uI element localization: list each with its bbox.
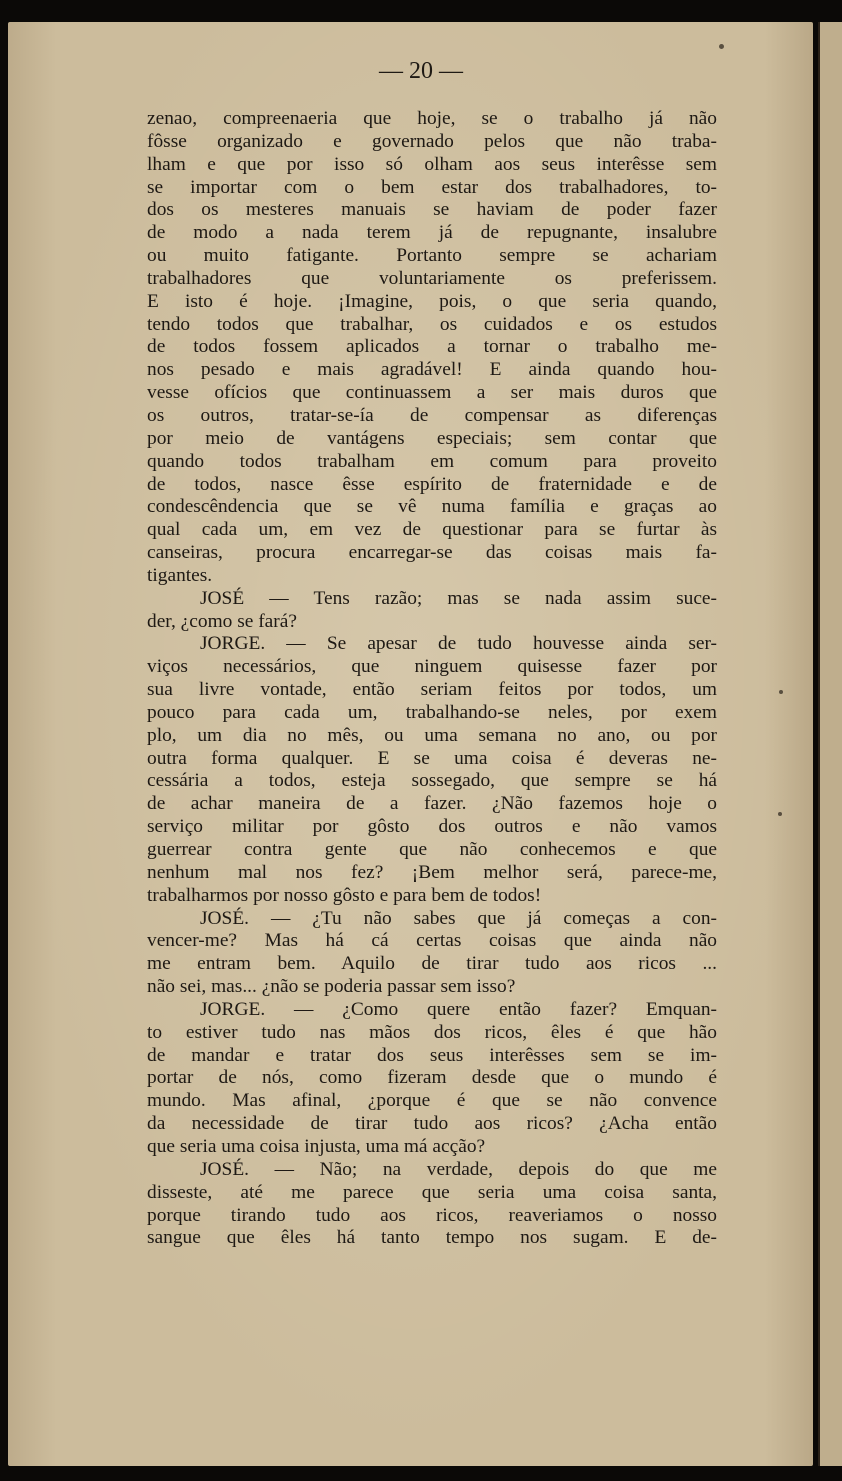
text-line: vencer-me? Mas há cá certas coisas que ainda não [147, 930, 717, 952]
text-line: portar de nós, como fizeram desde que o mundo é [147, 1067, 717, 1089]
print-speck [779, 690, 783, 694]
text-line: porque tirando tudo aos ricos, reaveriamos o nosso [147, 1204, 717, 1226]
text-line: não sei, mas... ¿não se poderia passar sem isso? [147, 976, 516, 998]
text-line: que seria uma coisa injusta, uma má acção? [147, 1135, 486, 1157]
text-line: JOSÉ. — Não; na verdade, depois do que me [200, 1158, 717, 1180]
text-line: JOSÉ. — ¿Tu não sabes que já começas a con- [200, 907, 717, 929]
text-line: JORGE. — ¿Como quere então fazer? Emquan- [200, 998, 717, 1020]
print-speck [778, 812, 782, 816]
text-line: zenao, compreenaeria que hoje, se o trabalho já não [147, 108, 717, 129]
text-line: de todos fossem aplicados a tornar o trabalho me- [147, 336, 717, 358]
text-line: cessária a todos, esteja sossegado, que sempre se há [147, 770, 717, 792]
text-line: de modo a nada terem já de repugnante, insalubre [147, 222, 717, 244]
text-line: serviço militar por gôsto dos outros e não vamos [147, 816, 717, 838]
text-line: de achar maneira de a fazer. ¿Não fazemos hoje o [147, 793, 717, 815]
text-line: outra forma qualquer. E se uma coisa é deveras ne- [147, 747, 717, 769]
text-line: tigantes. [147, 564, 213, 586]
page-number: — 20 — [379, 58, 463, 84]
adjacent-page-edge [818, 22, 842, 1466]
text-line: dos os mesteres manuais se haviam de poder fazer [147, 199, 717, 221]
text-line: disseste, até me parece que seria uma coisa santa, [147, 1181, 717, 1203]
text-line: sangue que êles há tanto tempo nos sugam. E de- [147, 1227, 717, 1249]
text-line: der, ¿como se fará? [147, 610, 297, 632]
text-line: to estiver tudo nas mãos dos ricos, êles é que hão [147, 1021, 717, 1043]
text-line: JORGE. — Se apesar de tudo houvesse ainda ser- [200, 633, 717, 655]
text-line: mundo. Mas afinal, ¿porque é que se não convence [147, 1090, 717, 1112]
text-line: de todos, nasce êsse espírito de fraternidade e de [147, 473, 717, 495]
text-line: sua livre vontade, então seriam feitos por todos, um [147, 679, 717, 701]
text-line: trabalharmos por nosso gôsto e para bem de todos! [147, 884, 542, 906]
text-line: por meio de vantágens especiais; sem contar que [147, 427, 717, 449]
text-line: da necessidade de tirar tudo aos ricos? ¿Acha então [147, 1113, 717, 1135]
text-line: qual cada um, em vez de questionar para se furtar às [147, 519, 717, 541]
print-speck [719, 44, 724, 49]
text-line: condescêndencia que se vê numa família e graças ao [147, 496, 717, 518]
text-line: quando todos trabalham em comum para proveito [147, 450, 717, 472]
text-line: nos pesado e mais agradável! E ainda quando hou- [147, 359, 717, 381]
text-line: viços necessários, que ninguem quisesse fazer por [147, 656, 717, 678]
text-line: se importar com o bem estar dos trabalhadores, to- [147, 176, 717, 198]
text-line: de mandar e tratar dos seus interêsses sem se im- [147, 1044, 717, 1066]
text-line: guerrear contra gente que não conhecemos e que [147, 839, 717, 860]
text-line: plo, um dia no mês, ou uma semana no ano, ou por [147, 724, 717, 746]
text-line: os outros, tratar-se-ía de compensar as diferenças [147, 404, 717, 426]
text-line: tendo todos que trabalhar, os cuidados e os estudos [147, 313, 717, 335]
text-line: ou muito fatigante. Portanto sempre se achariam [147, 245, 717, 267]
text-line: pouco para cada um, trabalhando-se neles, por exem [147, 701, 717, 723]
text-line: vesse ofícios que continuassem a ser mais duros que [147, 382, 717, 404]
text-line: fôsse organizado e governado pelos que não traba- [147, 130, 717, 152]
text-line: canseiras, procura encarregar-se das coisas mais fa- [147, 542, 717, 564]
text-line: nenhum mal nos fez? ¡Bem melhor será, parece-me, [147, 861, 717, 883]
text-line: trabalhadores que voluntariamente os preferissem. [147, 267, 717, 289]
page-body-text [147, 108, 717, 1250]
text-line: me entram bem. Aquilo de tirar tudo aos ricos ... [147, 953, 717, 975]
text-line: lham e que por isso só olham aos seus interêsse sem [147, 153, 717, 175]
text-line: E isto é hoje. ¡Imagine, pois, o que seria quando, [147, 290, 717, 312]
text-line: JOSÉ — Tens razão; mas se nada assim suce- [200, 587, 717, 609]
